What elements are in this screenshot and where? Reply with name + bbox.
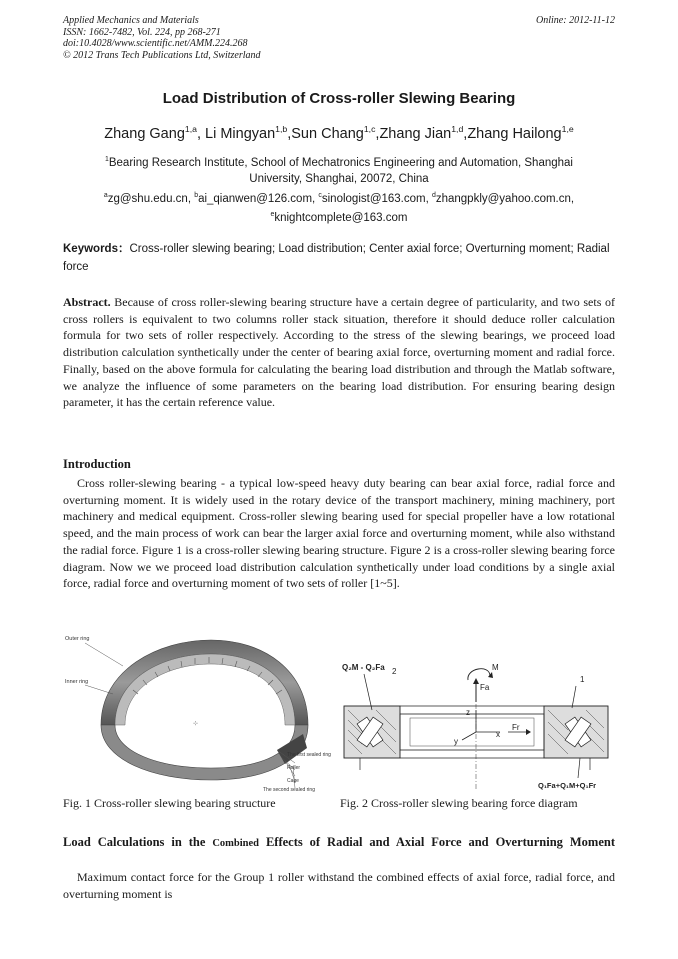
figure-2-force-diagram xyxy=(340,660,612,795)
journal-header xyxy=(63,15,615,61)
online-date: Online: 2012-11-12 xyxy=(536,15,615,26)
paper-title: Load Distribution of Cross-roller Slewing Bearing xyxy=(162,90,516,107)
keywords xyxy=(63,240,615,276)
svg-text:⊹: ⊹ xyxy=(193,721,199,727)
email-line: $^e$knightcomplete@163.com xyxy=(270,211,408,224)
author: Sun Chang$^{1,c}$, xyxy=(291,124,380,142)
label-axis-y: y xyxy=(454,737,458,746)
email-line: $^a$zg@shu.edu.cn, $^b$ai_qianwen@126.com, $^c$sinologist@163.com, $^d$zhangpkly@yahoo.com.cn, xyxy=(103,191,575,205)
label-second-seal: The second sealed ring xyxy=(263,787,315,793)
label-radial-force: Fr xyxy=(512,723,520,732)
abstract-text: Because of cross roller-slewing bearing structure have a certain degree of particularity, and two sets of cross rollers is equivalent to two columns roller stack situation, therefore it should deduce roller calculation formula for two sets of roller respectively. According to the stress of the slewing bearings, we proceed load distribution calculation synthetically under the center of bearing axial force, overturning moment and radial force. Finally, based on the above formula for calculating the bearing load distribution and through the Matlab software, we analyze the influence of some parameters on the bearing load distribution. For ensuring bearing design parameter, it has the certain reference value. xyxy=(63,295,615,410)
issn-line: ISSN: 1662-7482, Vol. 224, pp 268-271 xyxy=(63,26,221,38)
figure-1-bearing-structure xyxy=(63,630,331,795)
label-inner-ring: Inner ring xyxy=(65,679,89,685)
journal-name: Applied Mechanics and Materials xyxy=(63,15,199,26)
label-q-left: Q₂M - Q₂Fa xyxy=(342,663,385,672)
label-one: 1 xyxy=(580,675,585,684)
label-roller: Roller xyxy=(287,765,301,771)
section-heading-load-calculations: Load Calculations in the Combined Effects of Radial and Axial Force and Overturning Moment xyxy=(63,835,615,849)
author-list xyxy=(0,124,678,142)
figure-2-caption: Fig. 2 Cross-roller slewing bearing force diagram xyxy=(340,796,578,810)
label-first-seal: The first sealed ring xyxy=(287,752,331,758)
doi-line: doi:10.4028/www.scientific.net/AMM.224.268 xyxy=(63,38,248,49)
abstract-label: Abstract. xyxy=(63,295,111,309)
copyright-line: © 2012 Trans Tech Publications Ltd, Switzerland xyxy=(63,49,261,61)
keywords-label: Keywords： xyxy=(63,243,130,255)
abstract xyxy=(63,294,615,411)
author: Zhang Jian$^{1,d}$, xyxy=(379,124,468,142)
section-2-text: Maximum contact force for the Group 1 roller withstand the combined effects of axial force, radial force, and overturning moment is xyxy=(63,870,615,901)
label-axial-force: Fa xyxy=(480,683,490,692)
author: Zhang Hailong$^{1,e}$ xyxy=(467,124,574,142)
label-two: 2 xyxy=(392,667,397,676)
introduction-text: Cross roller-slewing bearing - a typical low-speed heavy duty bearing can bear axial force, radial force and overturning moment. It is widely used in the rotary device of the transport machinery, mining machinery, port machinery and medical equipment. Cross-roller slewing bearing used for special propeller have a low rotational speed, and the main process of work can bear the larger axial force and overturning moment, while also withstand the radial force. Figure 1 is a cross-roller slewing bearing structure. Figure 2 is a cross-roller slewing bearing force diagram. Now we we proceed load distribution calculation synthetically under load conditions by a single axial force, radial force and overturning moment of two sets of roller [1~5]. xyxy=(63,476,615,591)
affiliation-line: $^1$Bearing Research Institute, School of Mechatronics Engineering and Automation, Shanghai xyxy=(105,156,573,169)
label-cage: Cage xyxy=(287,778,299,784)
label-axis-z: z xyxy=(466,708,470,717)
section-heading-introduction: Introduction xyxy=(63,457,131,471)
author: Li Mingyan$^{1,b}$, xyxy=(205,124,292,142)
label-axis-x: x xyxy=(496,730,500,739)
label-moment: M xyxy=(492,663,499,672)
affiliation xyxy=(63,152,615,226)
affiliation-line: University, Shanghai, 20072, China xyxy=(249,173,429,186)
label-outer-ring: Outer ring xyxy=(65,636,90,642)
label-q-right: Q₁Fa+Q₁M+Q₁Fr xyxy=(538,781,597,790)
figure-1-caption: Fig. 1 Cross-roller slewing bearing structure xyxy=(63,796,276,810)
author: Zhang Gang$^{1,a}$, xyxy=(104,124,206,142)
keywords-text: Cross-roller slewing bearing; Load distribution; Center axial force; Overturning moment; Radial force xyxy=(63,243,610,273)
